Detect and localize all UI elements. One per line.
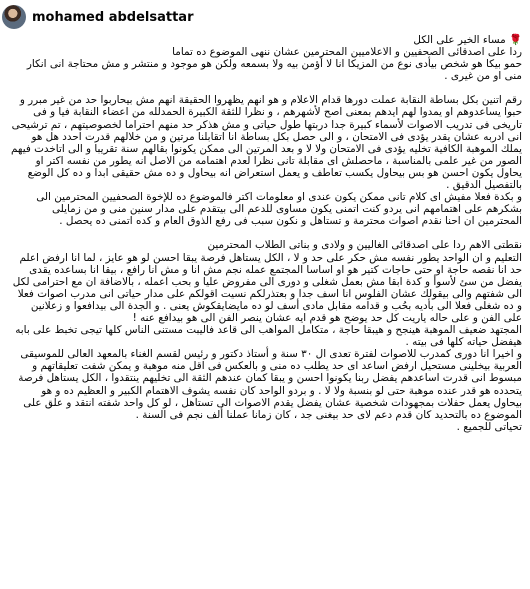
rose-icon: 🌹 xyxy=(509,34,522,46)
paragraph: حمو بيكا هو شخص بيأدى نوع من المزيكا انا لا أؤمن بيه ولا بسمعه ولكن هو موجود و منتشر و مش محتاجة انى انكار منى او من غيرى . xyxy=(26,58,522,83)
paragraph-gap xyxy=(10,227,522,239)
paragraph: ردا على اصدقائى الصحفيين و الاعلاميين المحترمين عشان ننهى الموضوع ده تماما xyxy=(172,46,522,59)
author-name[interactable]: mohamed abdelsattar xyxy=(32,9,194,25)
greeting-line xyxy=(10,34,522,46)
paragraph: المجتهد ضعيف الموهبة هينجح و هيبقا حاجة ، متكامل المواهب الى قاعد فاليبت مستنى الناس كلها تيجى تخبط على بابه هيفضل حياته كلها فى بيته . xyxy=(15,324,522,349)
paragraph: التعليم و ان الواحد يطور نفسه مش حكر على حد و لا ، الكل يستاهل فرصة يبقا احسن لو هو عايز ، لما انا ارفض اعلم حد انا نقصه حاجة او حتى حاجات كتير هو او اساسا المجتمع عمله نجم مش انا و مش انا رافع ، بيقا انا بساعده يقدى يفضل من سئ لأسوأ و كدة ابقا مش بعمل شغلى و دورى الى مفروض عليا و بحب اعمله ، بالاضافة ان مع احترامى لكل الى شفتهم والى بيقولك عشان الفلوس انا اسف جدا و بعتذرلكم نسيت اقولكم على مدار حياتى انى مدرب اصوات فعلا و ده شغلى فعلا الى بأديه بحُب و قدامه مقابل مادى أسف لو ده مايضايقكوش يعنى . و الجدة الى بيدافعوا و زعلانين على الفن و على حاله ياريت كل حد يوضح هو قدم ايه عشان ينصر الفن الى هو بيدافع عنه ! xyxy=(12,251,522,324)
paragraph: و بكدة فعلا مفيش اى كلام تانى ممكن يكون عندى او معلومات اكتر فالموضوع ده للإخوة الصحفيين المحترمين الى بشكرهم على اهتمامهم انى يردو كنت اتمنى يكون مساوى للدعم الى بيتقدم على مدار سنين منى و من زمايلى المحترمين ان احنا نقدم اصوات محترمة و تستاهل و نكون سبب فى رفع الذوق العام و كده اتمنى ده يحصل . xyxy=(36,191,522,228)
paragraph: رقم اتنين بكل بساطة النقابة عملت دورها قدام الاعلام و هو انهم يظهروا الحقيقة انهم مش بيحاربوا حد من غير مبرر و حبوا يساعدوهم او يمدوا لهم ايدهم بمعنى اصح لأشهرهم ، و نظرا للثقة الكبيرة الحمدلله من اعضاء النقابة فيا و فى تاريخى فى تدريب الاصوات لأسماء كبيرة جدا دربتها طول حياتى و مش هذكر حد منهم احتراما لخصوصيتهم ، تم ترشيحى انى ادربه عشان يقدر يؤدى فى الامتحان ، و الى حصل بكل بساطة انا اتقابلنا مرتين و من خلالهم قدرت احدد هل هو يملك الموهبة الكافية تخليه يؤدى فى الامتحان ولا لا و بعد المرتين الى ممكن يكونوا بقالهم سنة تقريبا و الى اتاخدت فيهم الصور من غير علمى بالمناسبة ، ماحصلش اى مقابلة تانى نظرا لعدم اهتمامه من الاصل انه يطور من نفسه اكتر او يحاول يكون احسن هو بس بيحاول يكسب تعاطف و يعمل استعراض انه بيحاول و ده مش حقيقى ابدا و ده كل الوضع بالتفصيل الدقيق . xyxy=(11,94,522,192)
paragraph: نقطتى الاهم ردا على اصدقائى الغاليين و ولادى و بناتى الطلاب المحترمين xyxy=(207,239,522,252)
author-avatar[interactable] xyxy=(2,5,26,29)
post-header xyxy=(0,0,530,32)
paragraph-gap xyxy=(10,82,522,94)
greeting-text: مساء الخير على الكل xyxy=(413,34,506,46)
sign-off: تحياتى للجميع . xyxy=(456,420,522,433)
post-body xyxy=(0,32,530,433)
paragraph: و اخيرا انا دورى كمدرب للاصوات لفترة تعدى ال ٣٠ سنة و أستاذ دكتور و رئيس لقسم الغناء بالمعهد العالى للموسيقى العربية بيخلينى مستحيل ارفض اساعد اى حد يطلب ده منى و بالعكس فى اقل منه موهبة و يمكن شفت تعليقاتهم و مبسوط انى قدرت اساعدهم يفضل ربنا يكونوا احسن و يبقا كمان عندهم الثقة الى تخليهم ينتقدوا ، الكل يستاهل فرصة يتحدده هو قدر عنده موهبة حتى لو بنسبة ولا لا . و بردو الواحد كان نفسه يشوف الاهتمام الكبير و العظيم ده و هو بيحاول يعمل حفلات بمجهودات شخصية عشان يفضل يقدم الاصوات الى تستاهل ، لو كل واحد شفته انتقد و علق على الموضوع ده بالتحديد كان قدم دعم لاى حد بيغنى جد ، كان زمانا عملنا ألف نجم فى السنة . xyxy=(18,348,522,421)
